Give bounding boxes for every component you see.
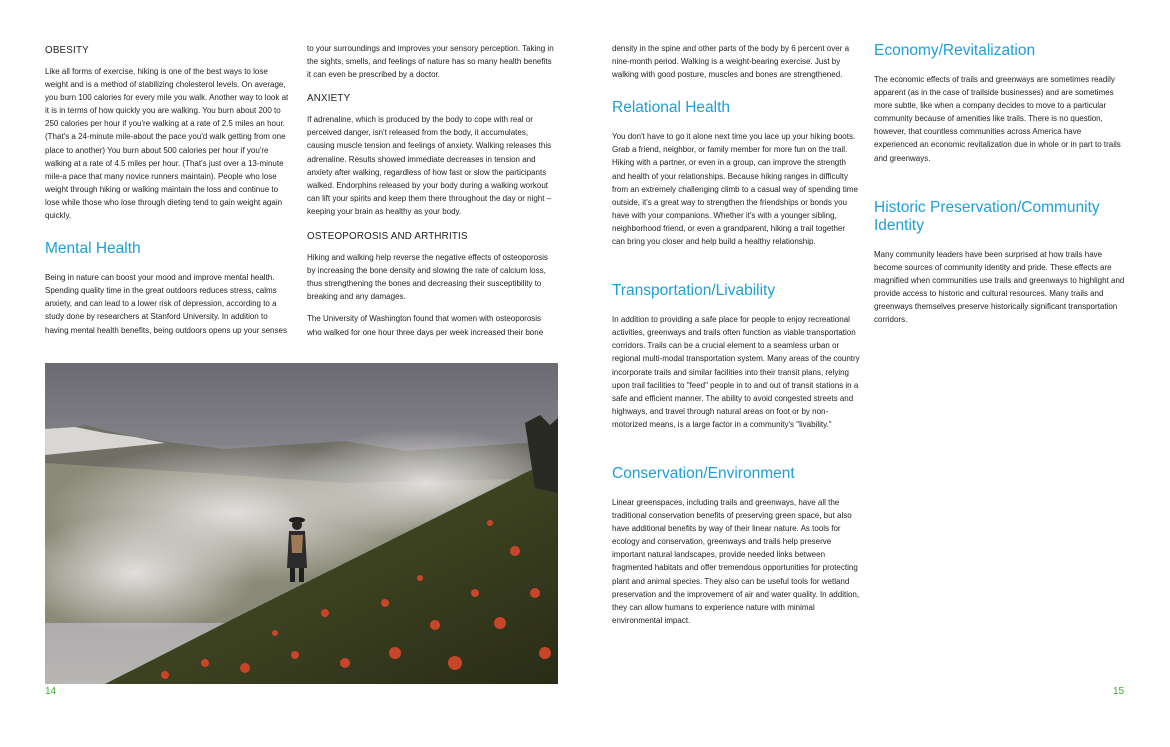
page-number-right: 15: [1113, 686, 1125, 697]
anxiety-text: If adrenaline, which is produced by the body to cope with real or perceived danger, isn't released from the body, it accumulates, causing muscle tension and feelings of anxiety. Walking releases this adrenaline. Results showed immediate decreases in tension and anxiety after walking, regardless of how fast or slow the participants walked. Endorphins released by your body during a walking workout can lift your spirits and keep them there throughout the day or night – keeping your brain as healthy as your body.: [307, 115, 552, 216]
left-column-1: [45, 45, 293, 346]
relational-health-heading: Relational Health: [612, 99, 731, 117]
historic-heading: Historic Preservation/Community Identity: [874, 198, 1100, 234]
right-column-1: [612, 42, 860, 636]
osteoporosis-heading: OSTEOPOROSIS AND ARTHRITIS: [307, 231, 468, 243]
historic-text: Many community leaders have been surprised at how trails have become sources of community identity and pride. These effects are magnified when communities use trails and greenways to highlight and provide access to historic and cultural resources. Many trails and greenways themselves preserve historically significant transportation corridors.: [874, 249, 1125, 325]
transportation-text: In addition to providing a safe place for people to enjoy recreational activities, greenways and trails often function as viable transportation corridors. Trails can be a crucial element to a seamless urban or regional multi-modal transportation system. Many areas of the country incorporate trails and similar facilities into their transit plans, relying upon trail facilities to "feed" people in to and out of transit stations in a safe and efficient manner. The ability to avoid congested streets and highways, and travel through natural areas on foot or by non-motorized means, is a large factor in a community's "livability.": [612, 315, 860, 429]
economy-heading: Economy/Revitalization: [874, 42, 1036, 59]
osteoporosis-text-continued: density in the spine and other parts of the body by 6 percent over a nine-month period. Walking is a weight-bearing exercise. Just by walking with good posture, muscles and bones are strengthened.: [612, 44, 850, 80]
conservation-text: Linear greenspaces, including trails and greenways, have all the traditional conservation benefits of preserving green space, but also have additional benefits by way of their linear nature. As tools for ecology and conservation, greenways and trails help preserve important natural landscapes, provide needed links between fragmented habitats and offer tremendous opportunities for protecting plant and animal species. They also can be useful tools for wetland preservation and the improvement of air and water quality. In addition, they can allow humans to experience nature with minimal environmental impact.: [612, 497, 860, 625]
obesity-heading: OBESITY: [45, 45, 89, 56]
transportation-heading: Transportation/Livability: [612, 282, 776, 300]
osteoporosis-text-1: Hiking and walking help reverse the negative effects of osteoporosis by increasing the bone density and slowing the rate of calcium loss, thus strengthening the bones and decreasing their susceptibility to breaking and any damages.: [307, 253, 548, 302]
relational-health-text: You don't have to go it alone next time you lace up your hiking boots. Grab a friend, neighbor, or family member for more fun on the trail. Hiking with a partner, or even in a group, can improve the strength and health of your relationships. Because hiking ranges in difficulty from an extremely challenging climb to a casual way of spending time outside, it's a great way to strengthen the friendships or bonds you have with your companions. Whether it's with a younger sibling, neighborhood friend, or even a grandparent, hiking a trail together can bring you closer and help build a healthy relationship.: [612, 132, 858, 247]
mental-health-text: Being in nature can boost your mood and improve mental health. Spending quality time in the great outdoors reduces stress, calms anxiety, and can lead to a lower risk of depression, according to a study done by researchers at Stanford University. In addition to having mental health benefits, being outdoors opens up your senses: [45, 273, 287, 335]
conservation-heading: Conservation/Environment: [612, 464, 795, 482]
obesity-text: Like all forms of exercise, hiking is one of the best ways to lose weight and is a method of stabilizing cholesterol levels. On average, you burn 100 calories for every mile you walk. Another way to look at it is in terms of how quickly you are walking. You burn about 200 to 250 calories per hour if you're walking at a rate of 2.5 miles an hour. (That's a 24-minute mile-about the pace you'd walk getting from one place to another) You burn about 500 calories per hour if you're walking at a rate of 4.5 miles per hour. (That's just over a 13-minute mile-a pace that many novice runners maintain). People who lose weight through hiking or walking maintain the loss and continue to lose while those who lose through dieting tend to gain weight again quickly.: [45, 67, 289, 221]
hiker-landscape-photo: [45, 363, 558, 684]
right-column-2: [874, 42, 1126, 335]
mental-health-text-continued: to your surroundings and improves your sensory perception. Taking in the sights, smells, and feelings of nature has so many health benefits it can even be prescribed by a doctor.: [307, 44, 554, 80]
page-number-left: 14: [45, 686, 57, 697]
mental-health-heading: Mental Health: [45, 240, 141, 258]
economy-text: The economic effects of trails and greenways are sometimes readily apparent (as in the case of trailside businesses) and are sometimes more subtle, like when a company decides to move to a particular community because of amenities like trails. There is no question, however, that countless communities across America have experienced an economic revitalization due in whole or in part to trails and greenways.: [874, 75, 1121, 163]
anxiety-heading: ANXIETY: [307, 93, 351, 105]
osteoporosis-text-2: The University of Washington found that women with osteoporosis who walked for one hour three days per week increased their bone: [307, 314, 544, 337]
left-column-2: [307, 42, 557, 348]
